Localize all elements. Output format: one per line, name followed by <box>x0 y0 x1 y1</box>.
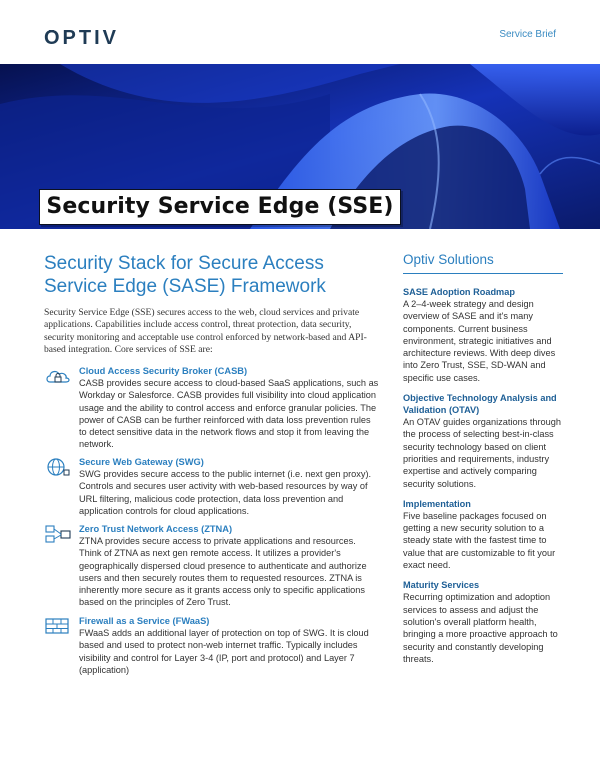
solution-item <box>403 286 563 384</box>
section-heading: Security Stack for Secure Access Service Edge (SASE) Framework <box>44 253 326 297</box>
solutions-sidebar <box>403 252 563 673</box>
hero-banner <box>0 64 600 229</box>
solution-item <box>403 579 563 665</box>
solution-item <box>403 392 563 490</box>
service-title: Firewall as a Service (FWaaS) <box>79 616 210 626</box>
solution-text: An OTAV guides organizations through the process of selecting best-in-class security technology based on client priorities and requirements, industry expertise and actively comparing security solutions. <box>403 417 561 489</box>
firewall-icon <box>44 616 72 636</box>
solution-title: Objective Technology Analysis and Validation (OTAV) <box>403 393 557 416</box>
solution-title: SASE Adoption Roadmap <box>403 287 515 297</box>
service-text: FWaaS adds an additional layer of protection on top of SWG. It is cloud based and used to protect non-web internet traffic. Typically includes visibility and control for Layer 3-4 (IP, port and protocol) and Layer 7 (application) <box>79 628 369 675</box>
globe-icon <box>44 457 72 477</box>
solution-text: A 2–4-week strategy and design overview of SASE and it's many components. Current business environment, strategic initiatives and architecture reviews. With deep dives into Zero Trust, SSE, SD-WAN and specific use cases. <box>403 299 556 383</box>
service-title: Secure Web Gateway (SWG) <box>79 457 204 467</box>
solution-title: Implementation <box>403 498 471 509</box>
solution-text: Five baseline packages focused on getting a new security solution to a steady state with the fastest time to value that are customizable to fit your exact need. <box>403 510 556 571</box>
sidebar-heading: Optiv Solutions <box>403 252 563 274</box>
service-text: SWG provides secure access to the public internet (i.e. next gen proxy). Controls and secures user activity with web-based resources by way of URL filtering, malicious code protection, data loss prevention and application controls for cloud applications. <box>79 469 372 516</box>
network-icon <box>44 524 72 544</box>
service-text: ZTNA provides secure access to private applications and resources. Think of ZTNA as next gen remote access. It utilizes a provider's geographically dispersed cloud presence to authenticate and authorize users and then securely routes them to requested resources. ZTNA is inherently more secure as it grants access only to specific applications based on the principles of Zero Trust. <box>79 536 367 608</box>
solution-title: Maturity Services <box>403 580 480 591</box>
main-column <box>44 252 374 357</box>
page-header <box>0 0 600 64</box>
solution-text: Recurring optimization and adoption services to assess and adjust the solution's overall platform health, bringing a more proactive approach to security and constantly developing threats. <box>403 592 558 664</box>
service-text: CASB provides secure access to cloud-based SaaS applications, such as Workday or Salesforce. CASB provides full visibility into cloud application usage and the ability to control access and enforce granular policies. The power of CASB can be further reinforced with data loss prevention rules to detect sensitive data in the network flows and stop it from leaving the network. <box>79 378 379 450</box>
logo-dots-icon <box>49 19 57 22</box>
logo-text: OPTIV <box>44 27 120 49</box>
optiv-logo <box>44 19 164 49</box>
document-type-label: Service Brief <box>499 29 556 40</box>
page-title: Security Service Edge (SSE) <box>46 194 394 219</box>
solution-item <box>403 498 563 571</box>
intro-paragraph: Security Service Edge (SSE) secures access to the web, cloud services and private applications. Capabilities include access control, threat protection, data security, security monitoring and acceptable use control enforced by network-based and API-based integration. Core services of SSE are: <box>44 307 367 356</box>
cloud-lock-icon <box>44 366 72 386</box>
page-title-box <box>39 189 401 225</box>
service-title: Cloud Access Security Broker (CASB) <box>79 366 248 376</box>
service-title: Zero Trust Network Access (ZTNA) <box>79 524 233 534</box>
